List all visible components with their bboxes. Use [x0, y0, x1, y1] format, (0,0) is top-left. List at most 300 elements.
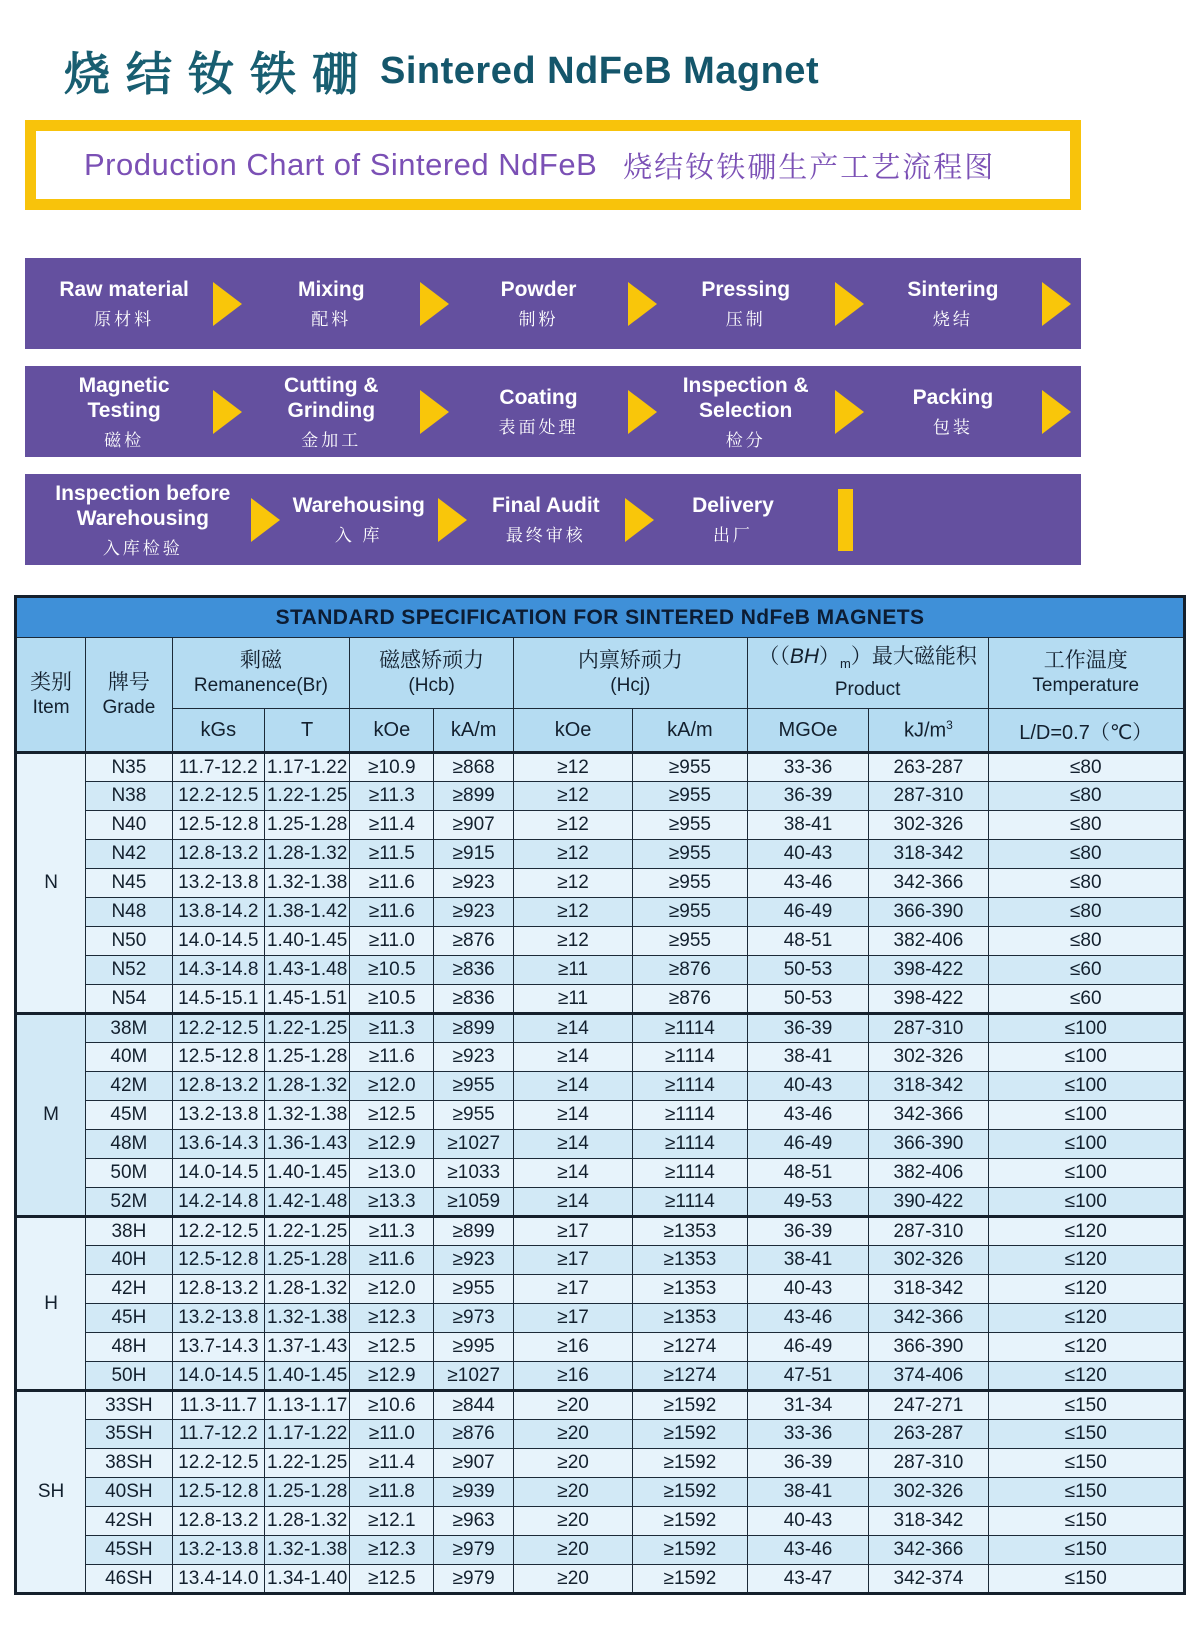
cell-product-kjm3: 302-326	[869, 1478, 988, 1507]
flow-stage	[280, 493, 438, 546]
table-row	[16, 1014, 1185, 1043]
flow-arrow-icon	[835, 390, 864, 434]
cell-temperature: ≤80	[988, 782, 1184, 811]
table-row	[16, 985, 1185, 1014]
cell-br-kgs: 12.8-13.2	[172, 1507, 264, 1536]
cell-product-kjm3: 382-406	[869, 927, 988, 956]
cell-hcb-kam: ≥923	[434, 1246, 513, 1275]
cell-br-kgs: 14.3-14.8	[172, 956, 264, 985]
cell-hcj-kam: ≥1592	[633, 1449, 748, 1478]
cell-product-kjm3: 302-326	[869, 1043, 988, 1072]
cell-grade: 52M	[86, 1188, 173, 1217]
cell-grade: 48M	[86, 1130, 173, 1159]
cell-hcb-koe: ≥12.1	[350, 1507, 434, 1536]
flow-stage	[242, 373, 420, 451]
cell-hcb-kam: ≥955	[434, 1101, 513, 1130]
cell-product-kjm3: 366-390	[869, 898, 988, 927]
cell-grade: N48	[86, 898, 173, 927]
col-header-item	[16, 638, 86, 753]
stage-label-zh: 烧结	[932, 310, 973, 329]
flow-stage	[657, 277, 835, 330]
cell-temperature: ≤60	[988, 985, 1184, 1014]
cell-hcb-kam: ≥979	[434, 1565, 513, 1594]
cell-hcb-kam: ≥836	[434, 956, 513, 985]
cell-hcj-koe: ≥20	[513, 1478, 632, 1507]
stage-label-zh: 配料	[311, 310, 352, 329]
cell-temperature: ≤80	[988, 840, 1184, 869]
table-row	[16, 927, 1185, 956]
cell-hcj-koe: ≥14	[513, 1101, 632, 1130]
col-header-product	[747, 638, 988, 709]
stage-label-en: Powder	[500, 278, 577, 301]
cell-product-kjm3: 342-366	[869, 1304, 988, 1333]
page-title-zh: 烧结钕铁硼	[64, 48, 374, 100]
flow-stage	[467, 493, 625, 546]
stage-label-en: Magnetic Testing	[78, 373, 170, 422]
cell-br-kgs: 12.5-12.8	[172, 1043, 264, 1072]
cell-temperature: ≤120	[988, 1217, 1184, 1246]
unit-hcb-kam: kA/m	[434, 709, 513, 753]
page-header	[0, 0, 1200, 104]
cell-temperature: ≤150	[988, 1507, 1184, 1536]
cell-hcb-kam: ≥844	[434, 1391, 513, 1420]
flow-arrow-icon	[1042, 282, 1071, 326]
cell-hcj-koe: ≥17	[513, 1275, 632, 1304]
cell-temperature: ≤80	[988, 753, 1184, 782]
cell-product-mgoe: 46-49	[747, 1130, 869, 1159]
cell-br-kgs: 12.2-12.5	[172, 782, 264, 811]
table-row	[16, 840, 1185, 869]
cell-product-mgoe: 38-41	[747, 1246, 869, 1275]
cell-product-mgoe: 33-36	[747, 753, 869, 782]
cell-hcj-koe: ≥14	[513, 1072, 632, 1101]
cell-product-kjm3: 374-406	[869, 1362, 988, 1391]
cell-hcb-koe: ≥10.6	[350, 1391, 434, 1420]
cell-hcb-koe: ≥11.0	[350, 1420, 434, 1449]
cell-grade: 35SH	[86, 1420, 173, 1449]
cell-hcb-koe: ≥11.6	[350, 869, 434, 898]
cell-hcb-kam: ≥923	[434, 898, 513, 927]
flow-stage	[449, 277, 627, 330]
cell-hcj-koe: ≥12	[513, 927, 632, 956]
cell-temperature: ≤150	[988, 1565, 1184, 1594]
cell-product-kjm3: 366-390	[869, 1333, 988, 1362]
stage-label-zh: 出厂	[712, 526, 753, 545]
cell-temperature: ≤120	[988, 1246, 1184, 1275]
cell-temperature: ≤100	[988, 1130, 1184, 1159]
stage-label-en: Inspection before Warehousing	[55, 481, 231, 530]
cell-hcb-koe: ≥12.3	[350, 1536, 434, 1565]
col-header-hcj	[513, 638, 747, 709]
stage-label-zh: 表面处理	[498, 418, 579, 437]
flow-chart	[25, 258, 1081, 565]
stage-label-en: Raw material	[59, 278, 189, 301]
flow-band-1	[25, 258, 1081, 349]
cell-product-mgoe: 40-43	[747, 1072, 869, 1101]
table-row	[16, 1420, 1185, 1449]
cell-product-kjm3: 342-366	[869, 869, 988, 898]
stage-label-zh: 包装	[932, 418, 973, 437]
col-header-remanence	[172, 638, 350, 709]
cell-product-mgoe: 43-46	[747, 869, 869, 898]
stage-label-zh: 检分	[725, 430, 766, 450]
cell-hcb-koe: ≥12.5	[350, 1333, 434, 1362]
stage-label-en: Inspection & Selection	[682, 373, 809, 422]
stage-label-zh: 最终审核	[505, 526, 586, 545]
cell-hcj-kam: ≥1274	[633, 1362, 748, 1391]
cell-grade: 42H	[86, 1275, 173, 1304]
cell-br-kgs: 12.2-12.5	[172, 1217, 264, 1246]
cell-hcj-kam: ≥1114	[633, 1130, 748, 1159]
cell-temperature: ≤100	[988, 1072, 1184, 1101]
cell-hcb-koe: ≥10.9	[350, 753, 434, 782]
table-row	[16, 1246, 1185, 1275]
cell-temperature: ≤150	[988, 1478, 1184, 1507]
cell-grade: 38H	[86, 1217, 173, 1246]
cell-grade: N50	[86, 927, 173, 956]
cell-hcj-kam: ≥1114	[633, 1159, 748, 1188]
cell-product-kjm3: 390-422	[869, 1188, 988, 1217]
col-header-product-zh: $((BH)_m)$最大磁能积	[758, 645, 977, 672]
cell-product-mgoe: 43-47	[747, 1565, 869, 1594]
cell-product-mgoe: 38-41	[747, 811, 869, 840]
cell-hcb-koe: ≥13.0	[350, 1159, 434, 1188]
table-row	[16, 1101, 1185, 1130]
flow-arrow-icon	[628, 390, 657, 434]
flow-arrow-icon	[420, 282, 449, 326]
cell-br-kgs: 13.2-13.8	[172, 1101, 264, 1130]
cell-grade: 40M	[86, 1043, 173, 1072]
cell-br-t: 1.32-1.38	[264, 1304, 349, 1333]
cell-product-mgoe: 33-36	[747, 1420, 869, 1449]
cell-temperature: ≤150	[988, 1420, 1184, 1449]
col-header-hcb-zh: 磁感矫顽力	[379, 649, 485, 672]
cell-product-mgoe: 40-43	[747, 1275, 869, 1304]
cell-hcj-kam: ≥876	[633, 956, 748, 985]
cell-hcb-kam: ≥1027	[434, 1130, 513, 1159]
cell-grade: 45H	[86, 1304, 173, 1333]
cell-temperature: ≤80	[988, 811, 1184, 840]
table-row	[16, 1478, 1185, 1507]
cell-product-mgoe: 50-53	[747, 985, 869, 1014]
cell-br-t: 1.25-1.28	[264, 811, 349, 840]
cell-grade: N45	[86, 869, 173, 898]
unit-kjm3: $kJ/m^3$	[869, 709, 988, 753]
cell-br-kgs: 13.8-14.2	[172, 898, 264, 927]
col-header-item-zh: 类别	[30, 670, 73, 694]
cell-grade: N52	[86, 956, 173, 985]
stage-label-zh: 制粉	[518, 310, 559, 329]
cell-br-kgs: 13.2-13.8	[172, 1304, 264, 1333]
table-row	[16, 1043, 1185, 1072]
cell-product-kjm3: 342-366	[869, 1536, 988, 1565]
table-row	[16, 1449, 1185, 1478]
cell-hcb-koe: ≥11.4	[350, 1449, 434, 1478]
cell-temperature: ≤150	[988, 1536, 1184, 1565]
table-row	[16, 1159, 1185, 1188]
flow-stage	[654, 493, 812, 546]
stage-label-en: Packing	[912, 386, 994, 409]
cell-br-t: 1.40-1.45	[264, 1362, 349, 1391]
table-row	[16, 1507, 1185, 1536]
col-header-hcj-zh: 内禀矫顽力	[577, 649, 683, 672]
unit-mgoe: MGOe	[747, 709, 869, 753]
cell-hcj-koe: ≥11	[513, 956, 632, 985]
col-header-grade-en: Grade	[102, 696, 156, 718]
cell-product-kjm3: 318-342	[869, 840, 988, 869]
cell-hcj-kam: ≥1353	[633, 1275, 748, 1304]
cell-hcb-koe: ≥11.3	[350, 1014, 434, 1043]
cell-br-t: 1.45-1.51	[264, 985, 349, 1014]
cell-product-mgoe: 38-41	[747, 1043, 869, 1072]
table-row	[16, 1565, 1185, 1594]
cell-br-kgs: 13.2-13.8	[172, 1536, 264, 1565]
cell-hcb-kam: ≥995	[434, 1333, 513, 1362]
cell-product-kjm3: 263-287	[869, 753, 988, 782]
cell-br-t: 1.13-1.17	[264, 1391, 349, 1420]
col-header-product-en: Product	[834, 678, 901, 700]
cell-hcj-koe: ≥20	[513, 1391, 632, 1420]
cell-br-t: 1.22-1.25	[264, 1217, 349, 1246]
cell-hcj-koe: ≥12	[513, 753, 632, 782]
cell-hcj-kam: ≥1114	[633, 1101, 748, 1130]
table-row	[16, 1362, 1185, 1391]
cell-hcj-kam: ≥955	[633, 898, 748, 927]
cell-hcb-koe: ≥12.0	[350, 1275, 434, 1304]
cell-product-mgoe: 38-41	[747, 1478, 869, 1507]
cell-hcj-kam: ≥1353	[633, 1246, 748, 1275]
cell-br-kgs: 12.8-13.2	[172, 840, 264, 869]
cell-grade: 38SH	[86, 1449, 173, 1478]
cell-br-t: 1.28-1.32	[264, 1275, 349, 1304]
cell-grade: 42SH	[86, 1507, 173, 1536]
cell-hcj-koe: ≥20	[513, 1449, 632, 1478]
flow-arrow-icon	[251, 498, 280, 542]
banner-title-zh: 烧结钕铁硼生产工艺流程图	[623, 151, 996, 184]
cell-hcj-koe: ≥14	[513, 1014, 632, 1043]
cell-product-mgoe: 36-39	[747, 1014, 869, 1043]
cell-temperature: ≤100	[988, 1014, 1184, 1043]
cell-hcb-kam: ≥923	[434, 1043, 513, 1072]
cell-temperature: ≤80	[988, 869, 1184, 898]
cell-br-kgs: 14.2-14.8	[172, 1188, 264, 1217]
stage-label-zh: 压制	[725, 310, 766, 329]
cell-br-t: 1.22-1.25	[264, 1014, 349, 1043]
cell-br-kgs: 12.8-13.2	[172, 1072, 264, 1101]
cell-hcb-kam: ≥899	[434, 1217, 513, 1246]
cell-grade: 50M	[86, 1159, 173, 1188]
cell-hcj-koe: ≥16	[513, 1333, 632, 1362]
cell-hcb-kam: ≥907	[434, 811, 513, 840]
cell-hcj-kam: ≥1592	[633, 1478, 748, 1507]
stage-label-en: Final Audit	[491, 494, 600, 517]
unit-hcj-koe: kOe	[513, 709, 632, 753]
cell-br-kgs: 11.7-12.2	[172, 753, 264, 782]
cell-product-kjm3: 302-326	[869, 811, 988, 840]
cell-hcj-koe: ≥20	[513, 1536, 632, 1565]
cell-hcj-koe: ≥14	[513, 1043, 632, 1072]
cell-product-kjm3: 366-390	[869, 1130, 988, 1159]
col-header-remanence-zh: 剩磁	[239, 649, 282, 672]
cell-temperature: ≤100	[988, 1043, 1184, 1072]
flow-stage	[864, 277, 1042, 330]
cell-br-t: 1.25-1.28	[264, 1478, 349, 1507]
flow-arrow-icon	[625, 498, 654, 542]
cell-temperature: ≤100	[988, 1188, 1184, 1217]
cell-br-kgs: 14.5-15.1	[172, 985, 264, 1014]
cell-grade: 33SH	[86, 1391, 173, 1420]
table-row	[16, 782, 1185, 811]
cell-br-t: 1.43-1.48	[264, 956, 349, 985]
cell-hcb-kam: ≥876	[434, 927, 513, 956]
cell-product-mgoe: 48-51	[747, 1159, 869, 1188]
cell-hcj-koe: ≥20	[513, 1507, 632, 1536]
cell-br-t: 1.32-1.38	[264, 1536, 349, 1565]
unit-hcj-kam: kA/m	[633, 709, 748, 753]
cell-hcj-kam: ≥1353	[633, 1304, 748, 1333]
col-header-hcj-en: (Hcj)	[610, 675, 651, 696]
stage-label-zh: 入库检验	[102, 538, 183, 558]
cell-br-kgs: 13.4-14.0	[172, 1565, 264, 1594]
cell-product-mgoe: 46-49	[747, 898, 869, 927]
cell-hcb-koe: ≥11.0	[350, 927, 434, 956]
flow-end-bar-icon	[838, 489, 853, 551]
cell-br-t: 1.22-1.25	[264, 1449, 349, 1478]
unit-kgs: kGs	[172, 709, 264, 753]
stage-label-zh: 金加工	[301, 430, 362, 450]
cell-hcj-kam: ≥1114	[633, 1043, 748, 1072]
cell-hcb-kam: ≥979	[434, 1536, 513, 1565]
flow-arrow-icon	[628, 282, 657, 326]
cell-hcj-kam: ≥1592	[633, 1536, 748, 1565]
cell-hcj-kam: ≥1592	[633, 1565, 748, 1594]
stage-label-en: Cutting & Grinding	[284, 373, 379, 422]
table-row	[16, 898, 1185, 927]
cell-grade: 42M	[86, 1072, 173, 1101]
cell-product-mgoe: 36-39	[747, 1449, 869, 1478]
cell-hcb-kam: ≥1059	[434, 1188, 513, 1217]
cell-hcb-kam: ≥899	[434, 1014, 513, 1043]
stage-label-zh: 入 库	[334, 526, 383, 545]
stage-label-en: Sintering	[907, 278, 999, 301]
cell-hcb-koe: ≥10.5	[350, 956, 434, 985]
cell-product-kjm3: 287-310	[869, 1217, 988, 1246]
table-row	[16, 1217, 1185, 1246]
cell-hcj-koe: ≥17	[513, 1304, 632, 1333]
cell-hcj-koe: ≥12	[513, 811, 632, 840]
flow-stage	[242, 277, 420, 330]
cell-hcb-koe: ≥12.5	[350, 1565, 434, 1594]
cell-product-kjm3: 398-422	[869, 956, 988, 985]
cell-grade: 38M	[86, 1014, 173, 1043]
cell-product-kjm3: 302-326	[869, 1246, 988, 1275]
stage-label-en: Warehousing	[292, 494, 425, 517]
cell-hcj-kam: ≥1592	[633, 1391, 748, 1420]
cell-br-t: 1.36-1.43	[264, 1130, 349, 1159]
cell-hcj-kam: ≥1353	[633, 1217, 748, 1246]
cell-hcb-kam: ≥915	[434, 840, 513, 869]
table-row	[16, 1333, 1185, 1362]
cell-br-t: 1.37-1.43	[264, 1333, 349, 1362]
cell-grade: N40	[86, 811, 173, 840]
cell-hcj-kam: ≥1114	[633, 1188, 748, 1217]
cell-temperature: ≤120	[988, 1362, 1184, 1391]
cell-product-kjm3: 382-406	[869, 1159, 988, 1188]
table-row	[16, 1130, 1185, 1159]
page-title-en: Sintered NdFeB Magnet	[380, 49, 820, 92]
cell-br-kgs: 13.6-14.3	[172, 1130, 264, 1159]
cell-br-t: 1.40-1.45	[264, 927, 349, 956]
col-header-grade	[86, 638, 173, 753]
cell-temperature: ≤120	[988, 1275, 1184, 1304]
cell-grade: 40H	[86, 1246, 173, 1275]
cell-product-mgoe: 36-39	[747, 782, 869, 811]
cell-hcj-kam: ≥955	[633, 811, 748, 840]
flow-stage	[35, 373, 213, 451]
flow-stage	[449, 385, 627, 438]
cell-hcj-koe: ≥12	[513, 869, 632, 898]
col-header-hcb-en: (Hcb)	[408, 675, 455, 696]
cell-br-t: 1.28-1.32	[264, 1072, 349, 1101]
cell-hcb-koe: ≥11.8	[350, 1478, 434, 1507]
cell-product-mgoe: 50-53	[747, 956, 869, 985]
cell-hcb-kam: ≥1033	[434, 1159, 513, 1188]
table-row	[16, 1188, 1185, 1217]
cell-product-kjm3: 318-342	[869, 1275, 988, 1304]
col-header-temperature	[988, 638, 1184, 709]
cell-grade: N38	[86, 782, 173, 811]
cell-br-t: 1.17-1.22	[264, 753, 349, 782]
cell-br-kgs: 12.5-12.8	[172, 811, 264, 840]
cell-hcb-kam: ≥876	[434, 1420, 513, 1449]
table-row	[16, 753, 1185, 782]
cell-hcj-kam: ≥955	[633, 927, 748, 956]
cell-hcb-koe: ≥13.3	[350, 1188, 434, 1217]
cell-hcb-koe: ≥11.6	[350, 898, 434, 927]
cell-hcb-kam: ≥868	[434, 753, 513, 782]
cell-temperature: ≤80	[988, 898, 1184, 927]
flow-arrow-icon	[1042, 390, 1071, 434]
cell-hcj-koe: ≥11	[513, 985, 632, 1014]
cell-hcj-kam: ≥955	[633, 840, 748, 869]
cell-product-kjm3: 287-310	[869, 1449, 988, 1478]
cell-product-kjm3: 263-287	[869, 1420, 988, 1449]
col-header-temperature-en: Temperature	[1032, 675, 1140, 696]
cell-product-mgoe: 46-49	[747, 1333, 869, 1362]
cell-grade: N54	[86, 985, 173, 1014]
flow-arrow-icon	[213, 390, 242, 434]
cell-temperature: ≤120	[988, 1333, 1184, 1362]
cell-hcj-koe: ≥20	[513, 1420, 632, 1449]
unit-hcb-koe: kOe	[350, 709, 434, 753]
cell-product-kjm3: 287-310	[869, 782, 988, 811]
group-label-M: M	[16, 1014, 86, 1217]
cell-product-mgoe: 36-39	[747, 1217, 869, 1246]
cell-product-mgoe: 43-46	[747, 1536, 869, 1565]
cell-hcb-koe: ≥11.6	[350, 1246, 434, 1275]
cell-hcj-kam: ≥1114	[633, 1014, 748, 1043]
cell-hcb-kam: ≥907	[434, 1449, 513, 1478]
group-label-SH: SH	[16, 1391, 86, 1594]
cell-hcj-koe: ≥16	[513, 1362, 632, 1391]
cell-product-kjm3: 318-342	[869, 1072, 988, 1101]
cell-br-t: 1.25-1.28	[264, 1246, 349, 1275]
col-header-remanence-en: Remanence(Br)	[193, 675, 329, 696]
col-header-temperature-zh: 工作温度	[1043, 649, 1128, 672]
cell-br-kgs: 12.8-13.2	[172, 1275, 264, 1304]
cell-hcb-kam: ≥1027	[434, 1362, 513, 1391]
stage-label-en: Mixing	[298, 278, 365, 301]
